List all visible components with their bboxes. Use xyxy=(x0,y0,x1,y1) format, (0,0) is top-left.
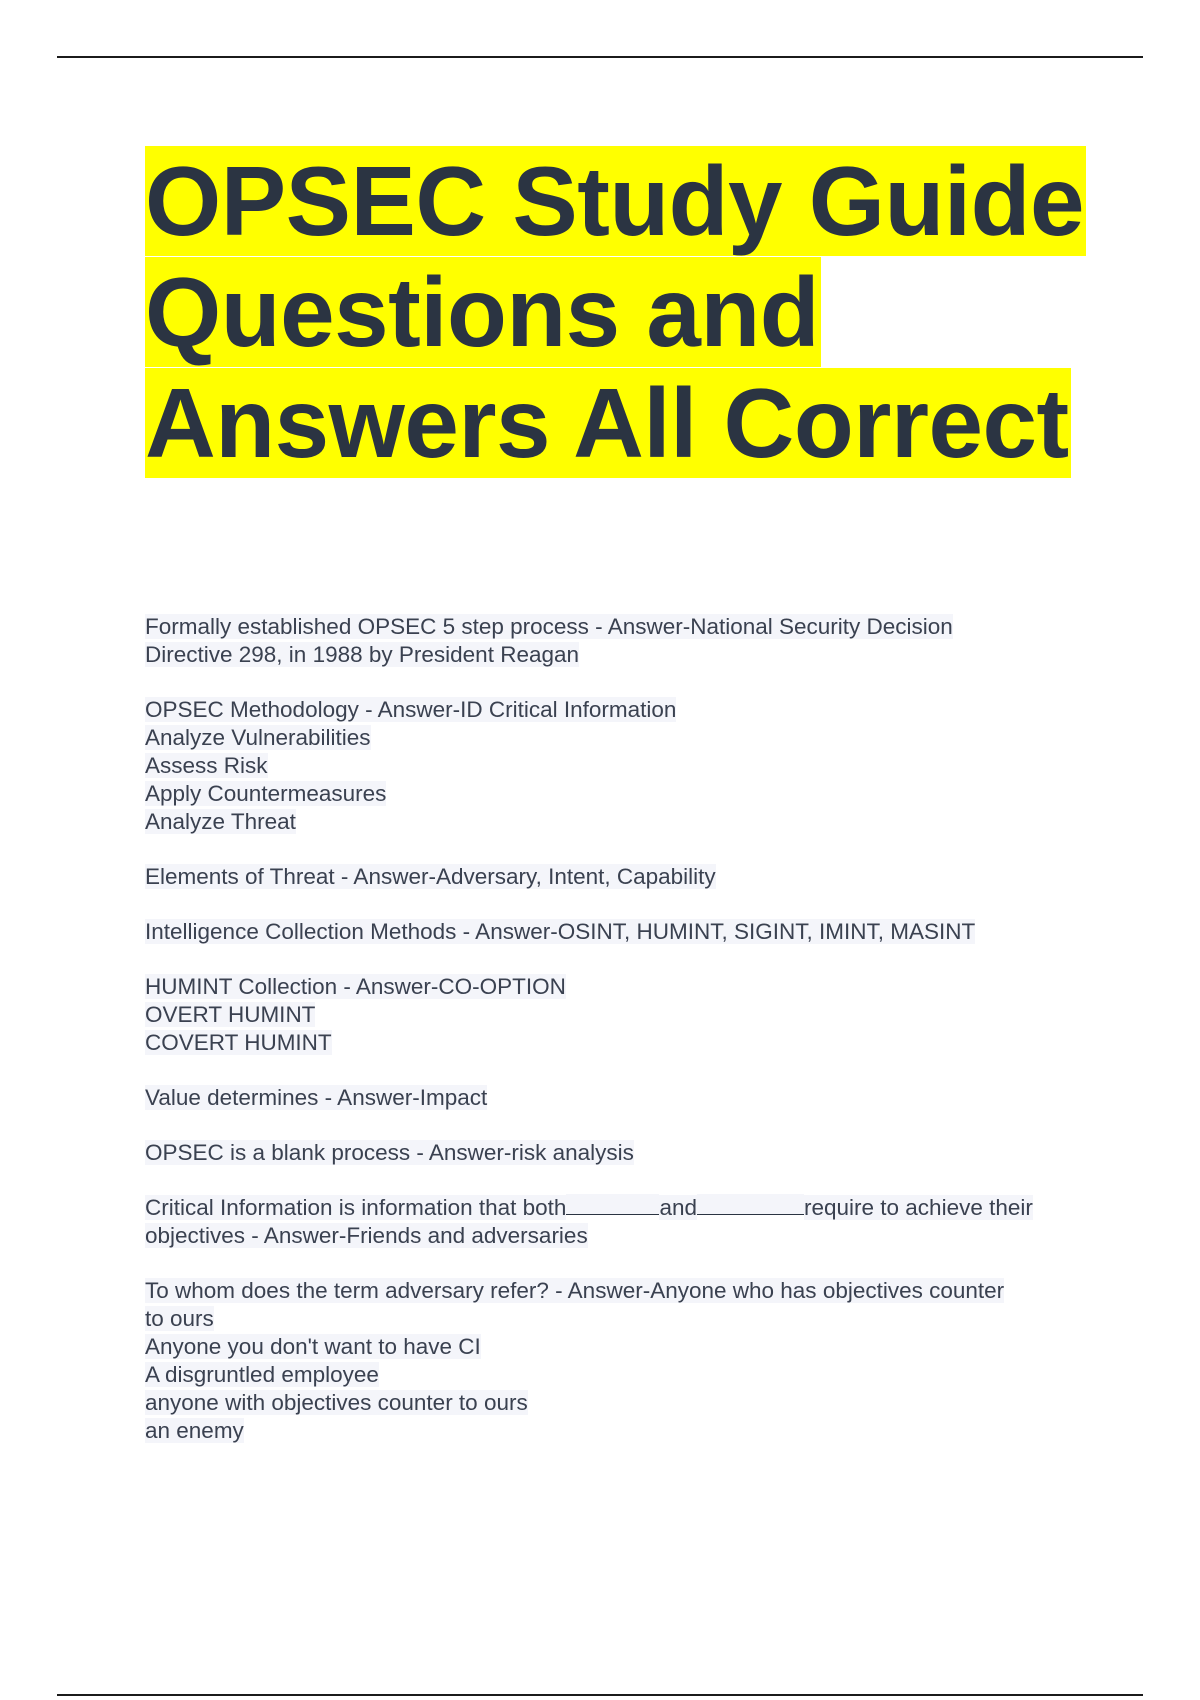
qa-line: Elements of Threat - Answer-Adversary, Intent, Capability xyxy=(145,864,716,889)
title-line xyxy=(145,146,1105,257)
qa-line: anyone with objectives counter to ours xyxy=(145,1390,528,1415)
qa-line: Assess Risk xyxy=(145,753,268,778)
qa-line: Anyone you don't want to have CI xyxy=(145,1334,481,1359)
qa-item xyxy=(145,973,1095,1057)
qa-item xyxy=(145,696,1095,836)
qa-line: To whom does the term adversary refer? - Answer-Anyone who has objectives counter xyxy=(145,1278,1005,1303)
qa-line: Analyze Vulnerabilities xyxy=(145,725,371,750)
bottom-rule xyxy=(57,1694,1143,1696)
title-line xyxy=(145,257,1105,368)
qa-line: Analyze Threat xyxy=(145,809,296,834)
qa-line: Intelligence Collection Methods - Answer-OSINT, HUMINT, SIGINT, IMINT, MASINT xyxy=(145,919,976,944)
title-line-text: Questions and xyxy=(145,257,820,367)
qa-item xyxy=(145,918,1095,946)
qa-item xyxy=(145,863,1095,891)
qa-line-with-blanks: Critical Information is information that both and require to achieve their xyxy=(145,1195,1033,1220)
qa-item xyxy=(145,1194,1095,1250)
qa-line: HUMINT Collection - Answer-CO-OPTION xyxy=(145,974,566,999)
qa-line: A disgruntled employee xyxy=(145,1362,379,1387)
fill-in-blank xyxy=(566,1194,659,1215)
title-line xyxy=(145,368,1105,479)
fill-in-blank xyxy=(697,1194,804,1215)
qa-line: an enemy xyxy=(145,1418,244,1443)
qa-item xyxy=(145,1277,1095,1445)
qa-line: OVERT HUMINT xyxy=(145,1002,316,1027)
qa-list xyxy=(145,613,1095,1472)
top-rule xyxy=(57,56,1143,58)
qa-line: COVERT HUMINT xyxy=(145,1030,332,1055)
title-line-text: Answers All Correct xyxy=(145,368,1069,478)
qa-line: OPSEC is a blank process - Answer-risk analysis xyxy=(145,1140,634,1165)
qa-item xyxy=(145,1084,1095,1112)
qa-line: objectives - Answer-Friends and adversaries xyxy=(145,1223,588,1248)
qa-line: Apply Countermeasures xyxy=(145,781,387,806)
qa-line: Directive 298, in 1988 by President Reagan xyxy=(145,642,580,667)
document-title xyxy=(145,146,1105,479)
qa-line: OPSEC Methodology - Answer-ID Critical Information xyxy=(145,697,677,722)
qa-item xyxy=(145,1139,1095,1167)
qa-line: Formally established OPSEC 5 step process - Answer-National Security Decision xyxy=(145,614,953,639)
qa-line: Value determines - Answer-Impact xyxy=(145,1085,488,1110)
qa-item xyxy=(145,613,1095,669)
title-line-text: OPSEC Study Guide xyxy=(145,146,1084,256)
qa-line: to ours xyxy=(145,1306,214,1331)
